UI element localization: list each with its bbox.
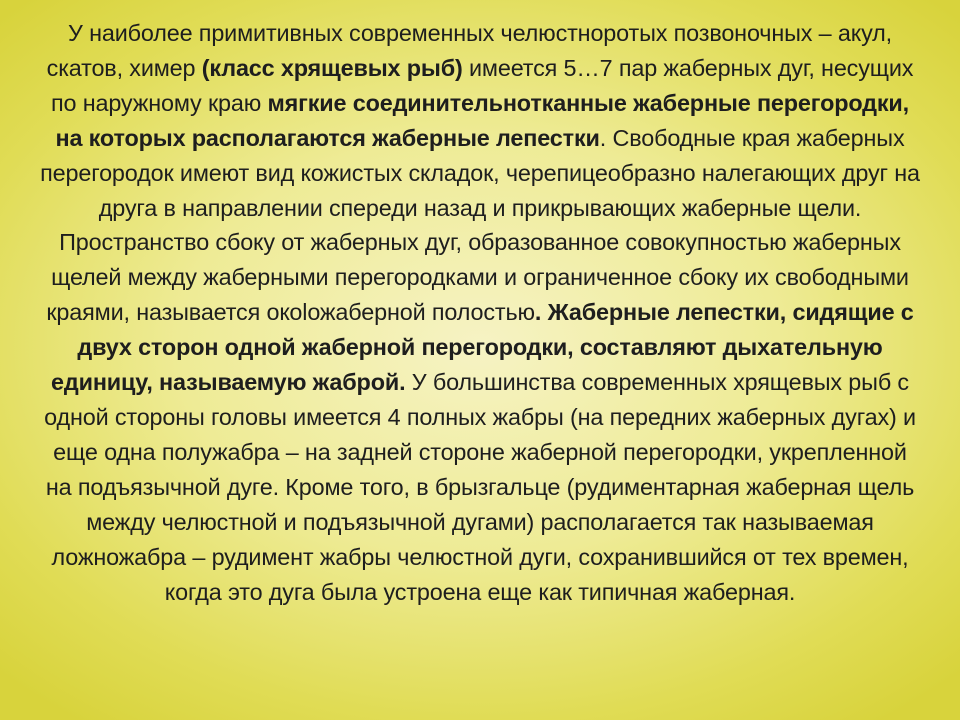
text-line: [8, 540, 952, 575]
text-line: [8, 260, 952, 295]
text-segment: скатов, химер: [46, 54, 202, 81]
text-segment: Пространство сбоку от жаберных дуг, образованное совокупностью жаберных: [59, 229, 901, 256]
bold-text-segment: . Жаберные лепестки, сидящие с: [534, 299, 914, 326]
text-segment: ложножабра – рудимент жабры челюстной дуги, сохранившийся от тех времен,: [51, 543, 909, 570]
text-segment: перегородок имеют вид кожистых складок, черепицеобразно налегающих друг на: [40, 159, 920, 186]
text-line: [8, 191, 952, 226]
text-segment: на подъязычной дуге. Кроме того, в брызгальце (рудиментарная жаберная щель: [45, 473, 915, 500]
text-segment: . Свободные края жаберных: [599, 124, 905, 151]
text-segment: одной стороны головы имеется 4 полных жабры (на передних жаберных дугах) и: [44, 403, 916, 430]
text-line: [8, 330, 952, 365]
text-line: [8, 295, 952, 330]
text-line: [8, 400, 952, 435]
text-segment: У большинства современных хрящевых рыб с: [405, 369, 909, 396]
text-line: [8, 225, 952, 260]
text-line: [8, 505, 952, 540]
bold-text-segment: (класс хрящевых рыб): [201, 54, 463, 81]
text-line: [8, 86, 952, 121]
text-line: [8, 435, 952, 470]
text-line: [8, 51, 952, 86]
body-text: [8, 16, 952, 609]
text-line: [8, 121, 952, 156]
text-segment: имеется 5…7 пар жаберных дуг, несущих: [462, 54, 914, 81]
text-line: [8, 470, 952, 505]
text-segment: щелей между жаберными перегородками и ограниченное сбоку их свободными: [51, 264, 909, 291]
bold-text-segment: единицу, называемую жаброй.: [51, 369, 406, 396]
text-line: [8, 16, 952, 51]
text-segment: краями, называется окolожаберной полостью: [46, 299, 535, 326]
text-segment: еще одна полужабра – на задней стороне жаберной перегородки, укрепленной: [53, 438, 907, 465]
bold-text-segment: двух сторон одной жаберной перегородки, составляют дыхательную: [77, 334, 883, 361]
text-segment: друга в направлении спереди назад и прикрывающих жаберные щели.: [98, 194, 862, 221]
text-segment: по наружному краю: [50, 89, 268, 116]
text-line: [8, 575, 952, 610]
text-segment: когда это дуга была устроена еще как типичная жаберная.: [164, 578, 796, 605]
text-segment: У наиболее примитивных современных челюстноротых позвоночных – акул,: [68, 20, 892, 46]
bold-text-segment: на которых располагаются жаберные лепестки: [55, 124, 600, 151]
text-segment: между челюстной и подъязычной дугами) располагается так называемая: [86, 508, 874, 535]
bold-text-segment: мягкие соединительнотканные жаберные перегородки,: [267, 89, 910, 116]
text-line: [8, 156, 952, 191]
text-line: [8, 365, 952, 400]
